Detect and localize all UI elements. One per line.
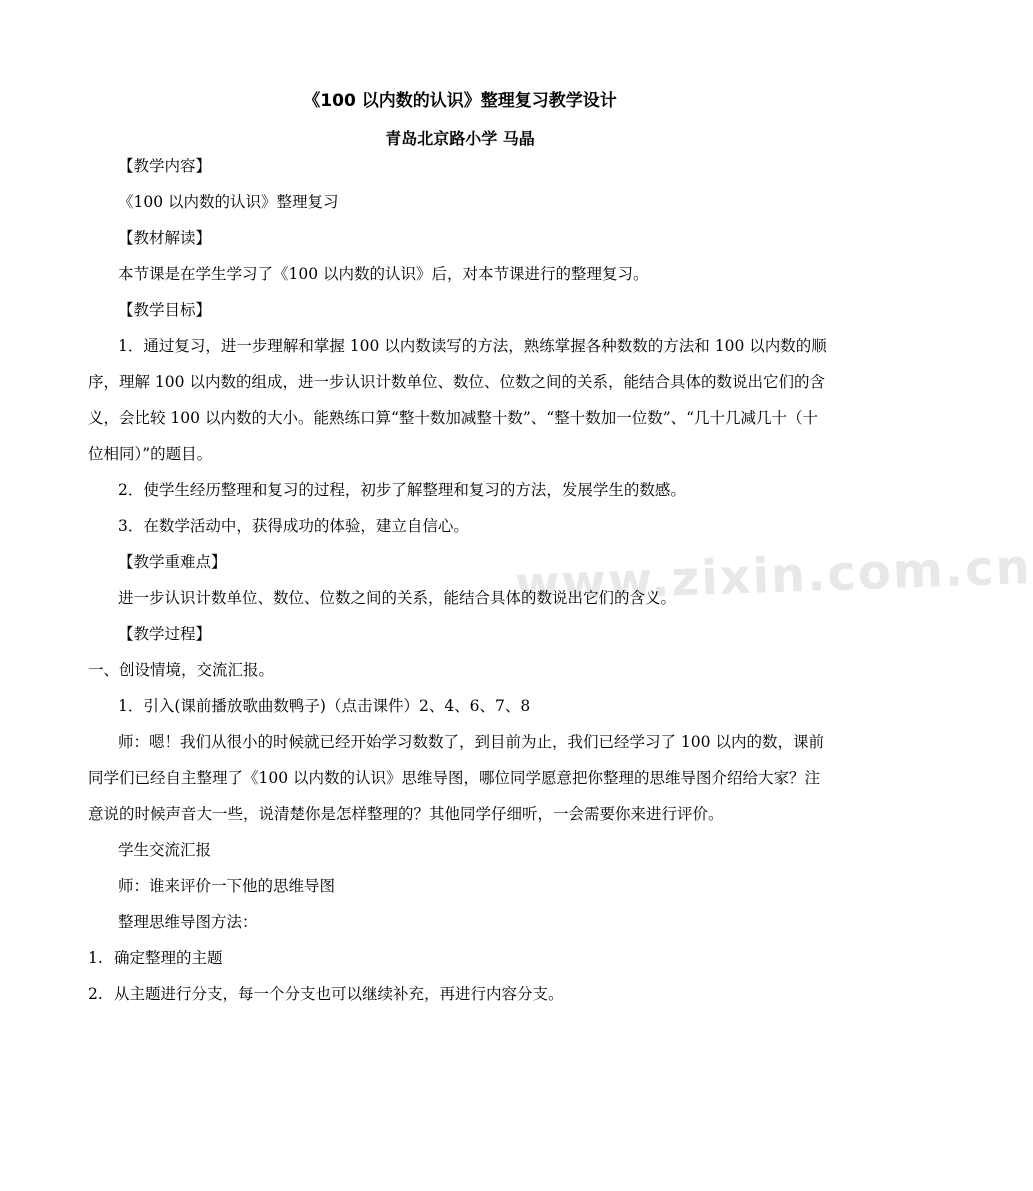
method-item-2 [88, 976, 833, 1012]
teacher-speech-1 [88, 724, 833, 832]
method-label: 整理思维导图方法： [118, 913, 258, 931]
heading-teaching-process: 【教学过程】 [118, 625, 212, 643]
author-line: 青岛北京路小学 马晶 [385, 129, 535, 148]
method-item-2-text: 从主题进行分支，每一个分支也可以继续补充，再进行内容分支。 [114, 985, 564, 1003]
goal-1 [88, 328, 833, 472]
student-report: 学生交流汇报 [118, 841, 212, 859]
heading-teaching-goals: 【教学目标】 [118, 301, 212, 319]
method-item-1-text: 确定整理的主题 [114, 949, 223, 967]
section-1-heading: 一、创设情境，交流汇报。 [88, 661, 275, 679]
material-analysis-text: 本节课是在学生学习了《100 以内数的认识》后，对本节课进行的整理复习。 [118, 265, 649, 283]
step-1: 1．引入(课前播放歌曲数鸭子)（点击课件）2、4、6、7、8 [118, 697, 531, 715]
teacher-speech-2: 师：谁来评价一下他的思维导图 [118, 877, 336, 895]
method-item-1 [88, 940, 833, 976]
heading-material-analysis: 【教材解读】 [118, 229, 212, 247]
teacher-speech-1-text: 师：嗯！我们从很小的时候就已经开始学习数数了，到目前为止，我们已经学习了 100 以内的数，课前同学们已经自主整理了《100 以内数的认识》思维导图，哪位同学愿意把你整理的思维导图介绍给大家？注意说的时候声音大一些，说清楚你是怎样整理的？其他同学仔细听，一会需要你来进行评价。 [88, 733, 824, 823]
document-title: 《100 以内数的认识》整理复习教学设计 [303, 91, 617, 111]
goal-1-text: 1．通过复习，进一步理解和掌握 100 以内数读写的方法，熟练掌握各种数数的方法和 100 以内数的顺序，理解 100 以内数的组成，进一步认识计数单位、数位、位数之间的关系，能结合具体的数说出它们的含义，会比较 100 以内数的大小。能熟练口算“整十数加减整十数”、“整十数加一位数”、“几十几减几十（十位相同）”的题目。 [88, 337, 827, 463]
goal-2: 2．使学生经历整理和复习的过程，初步了解整理和复习的方法，发展学生的数感。 [118, 481, 686, 499]
watermark: www.zixin.com.cn [514, 539, 1033, 613]
teaching-content-text: 《100 以内数的认识》整理复习 [118, 193, 339, 211]
method-item-1-number: 1. [88, 949, 103, 967]
heading-key-points: 【教学重难点】 [118, 553, 227, 571]
key-points-text: 进一步认识计数单位、数位、位数之间的关系，能结合具体的数说出它们的含义。 [118, 589, 677, 607]
document-body [88, 148, 833, 1012]
method-item-2-number: 2. [88, 985, 103, 1003]
goal-3: 3．在数学活动中，获得成功的体验，建立自信心。 [118, 517, 469, 535]
heading-teaching-content: 【教学内容】 [118, 157, 212, 175]
